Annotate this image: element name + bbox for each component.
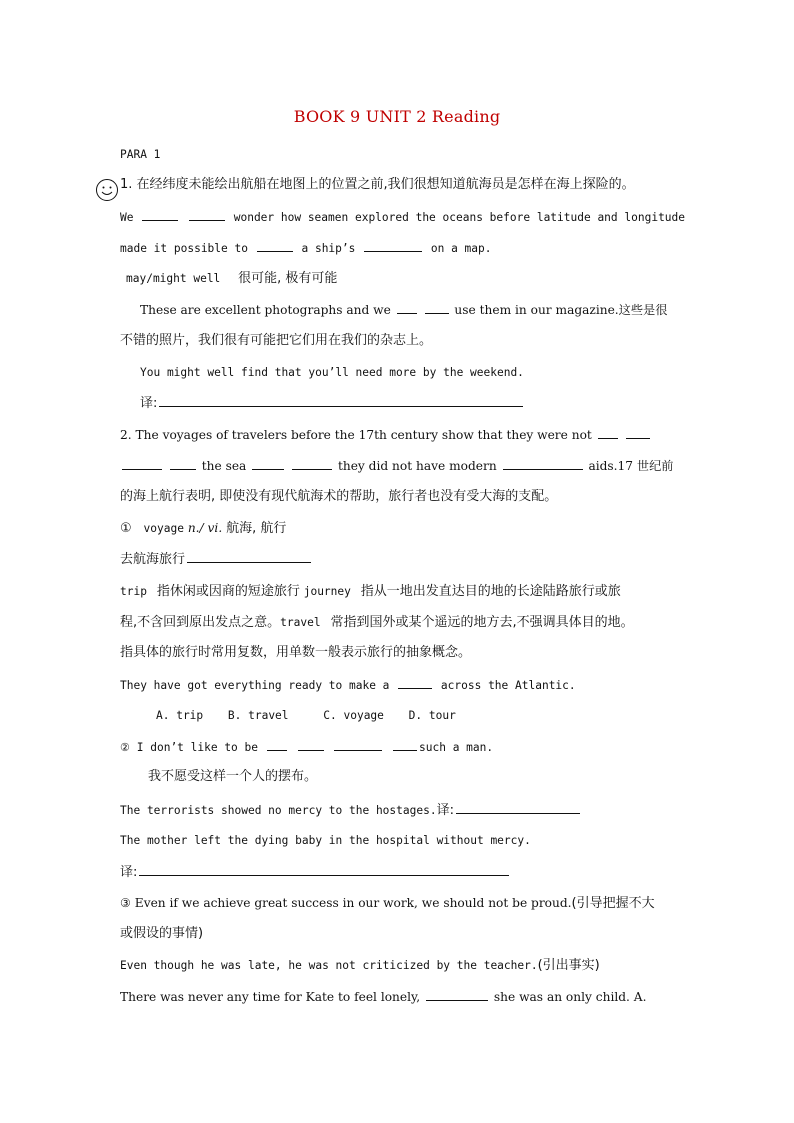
example-5 xyxy=(120,957,680,975)
text: These are excellent photographs and we xyxy=(140,303,391,317)
para-heading: PARA 1 xyxy=(120,148,161,161)
option-d[interactable]: D. tour xyxy=(408,709,456,722)
note-2-mercy xyxy=(120,738,680,757)
translation-blank[interactable] xyxy=(456,801,580,814)
fill-blank[interactable] xyxy=(398,676,432,689)
text: across the Atlantic. xyxy=(440,679,576,692)
question-1-english-line2 xyxy=(120,239,680,258)
word-journey: journey xyxy=(303,585,351,598)
phrase-english: may/might well xyxy=(126,272,221,285)
fill-blank[interactable] xyxy=(292,457,332,470)
fill-blank[interactable] xyxy=(598,426,618,439)
multiple-choice-options xyxy=(156,707,716,725)
question-1-chinese: 1. 在经纬度未能绘出航船在地图上的位置之前,我们很想知道航海员是怎样在海上探险的。 xyxy=(120,177,635,192)
text: such a man. xyxy=(419,741,494,754)
word: voyage xyxy=(143,522,184,535)
text: 去航海旅行 xyxy=(120,552,186,567)
label: 译: xyxy=(140,396,158,411)
text: she was an only child. A. xyxy=(493,990,647,1004)
translation-line-1 xyxy=(140,394,700,413)
fill-blank[interactable] xyxy=(122,457,162,470)
fill-blank[interactable] xyxy=(503,457,583,470)
text: they did not have modern xyxy=(337,459,497,473)
fill-blank[interactable] xyxy=(626,426,650,439)
option-a[interactable]: A. trip xyxy=(156,709,204,722)
text: wonder how seamen explored the oceans before latitude and longitude xyxy=(233,211,686,224)
fill-blank[interactable] xyxy=(298,738,324,751)
text: 程,不含回到原出发点之意。 xyxy=(120,615,281,630)
question-1-english-line1 xyxy=(120,208,686,227)
text: use them in our magazine.这些是很 xyxy=(454,303,668,317)
fill-blank[interactable] xyxy=(257,239,293,252)
text: 常指到国外或某个遥远的地方去,不强调具体目的地。 xyxy=(330,615,634,630)
text: There was never any time for Kate to feel lonely, xyxy=(120,990,421,1004)
fill-blank[interactable] xyxy=(397,301,417,314)
translation-blank[interactable] xyxy=(159,394,523,407)
trip-explanation-line3: 指具体的旅行时常用复数，用单数一般表示旅行的抽象概念。 xyxy=(120,645,472,660)
option-c[interactable]: C. voyage xyxy=(323,709,384,722)
text: We xyxy=(120,211,134,224)
question-2-line2 xyxy=(120,457,680,475)
text: The terrorists showed no mercy to the hostages. xyxy=(120,804,437,817)
text: ③ Even if we achieve great success in our work, we should not be proud. xyxy=(120,896,572,910)
text: made it possible to xyxy=(120,242,248,255)
text: aids.17 世纪前 xyxy=(588,459,674,473)
smiley-icon xyxy=(95,178,119,202)
example-2: You might well find that you’ll need more by the weekend. xyxy=(140,366,524,379)
note-2-chinese: 我不愿受这样一个人的摆布。 xyxy=(148,769,318,784)
option-b[interactable]: B. travel xyxy=(227,709,289,722)
fill-blank[interactable] xyxy=(426,988,488,1001)
fill-blank[interactable] xyxy=(189,208,225,221)
fill-blank[interactable] xyxy=(364,239,422,252)
example-6 xyxy=(120,988,680,1006)
trip-explanation-line1 xyxy=(120,582,680,601)
example-1-line2: 不错的照片，我们很有可能把它们用在我们的杂志上。 xyxy=(120,333,433,348)
circled-number: ① xyxy=(120,521,132,536)
text: (引出事实) xyxy=(537,958,600,973)
note-3-continued: 或假设的事情) xyxy=(120,926,204,941)
text: the sea xyxy=(201,459,247,473)
word-trip: trip xyxy=(120,585,147,598)
multiple-choice-question xyxy=(120,676,680,695)
fill-blank[interactable] xyxy=(393,738,417,751)
note-3-even-if xyxy=(120,894,680,913)
part-of-speech: n./ vi. xyxy=(187,521,223,535)
text: on a map. xyxy=(430,242,492,255)
fill-blank[interactable] xyxy=(267,738,287,751)
text: a ship’s xyxy=(301,242,356,255)
fill-blank[interactable] xyxy=(252,457,284,470)
meaning: 航海, 航行 xyxy=(226,521,287,536)
label: 译: xyxy=(436,803,454,818)
fill-blank[interactable] xyxy=(187,550,311,563)
word-travel: travel xyxy=(280,616,321,629)
text: 指从一地出发直达目的地的长途陆路旅行或旅 xyxy=(360,584,621,599)
note-1-voyage xyxy=(120,519,680,538)
text: They have got everything ready to make a xyxy=(120,679,390,692)
fill-blank[interactable] xyxy=(142,208,178,221)
question-2-chinese: 的海上航行表明, 即使没有现代航海术的帮助，旅行者也没有受大海的支配。 xyxy=(120,489,558,504)
text: 指休闲或因商的短途旅行 xyxy=(156,584,300,599)
fill-blank[interactable] xyxy=(170,457,196,470)
text: 2. The voyages of travelers before the 17th century show that they were not xyxy=(120,428,592,442)
text: (引导把握不大 xyxy=(571,896,655,911)
text: ② I don’t like to be xyxy=(120,741,259,754)
example-1-line1 xyxy=(140,301,700,319)
label: 译: xyxy=(120,865,138,880)
question-2-line1 xyxy=(120,426,680,444)
translation-line-2 xyxy=(120,863,680,882)
fill-blank[interactable] xyxy=(425,301,449,314)
fill-blank[interactable] xyxy=(334,738,382,751)
page-title: BOOK 9 UNIT 2 Reading xyxy=(293,107,501,126)
phrase-may-might-well xyxy=(126,269,686,288)
trip-explanation-line2 xyxy=(120,613,680,632)
phrase-chinese: 很可能, 极有可能 xyxy=(238,271,338,286)
translation-blank[interactable] xyxy=(139,863,509,876)
example-3 xyxy=(120,801,680,820)
text: Even though he was late, he was not criticized by the teacher. xyxy=(120,959,538,972)
note-1-go-voyage xyxy=(120,550,680,569)
example-4: The mother left the dying baby in the hospital without mercy. xyxy=(120,834,531,847)
